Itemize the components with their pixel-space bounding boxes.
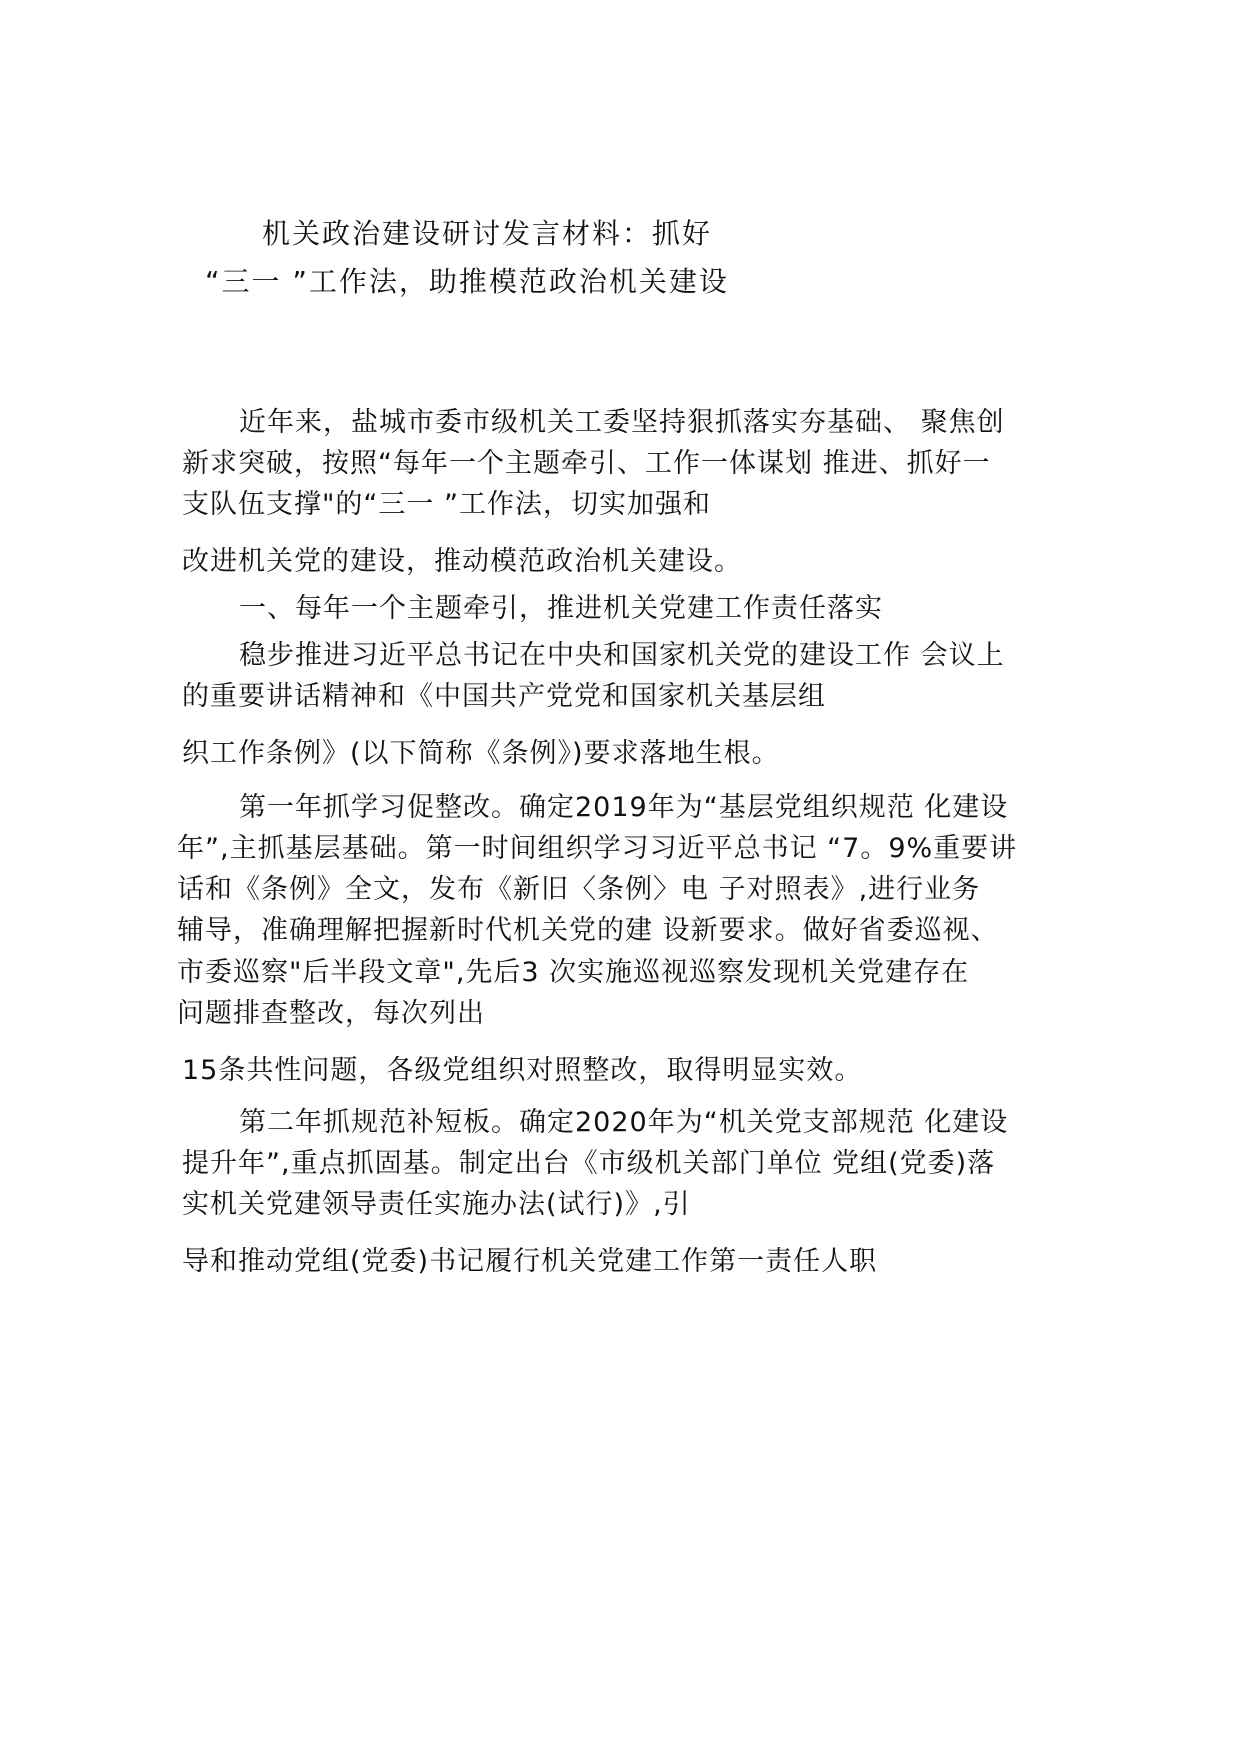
- body-line: 导和推动党组(党委)书记履行机关党建工作第一责任人职: [182, 1246, 878, 1277]
- body-line: 辅导，准确理解把握新时代机关党的建 设新要求。做好省委巡视、: [177, 915, 999, 946]
- body-line: 15条共性问题，各级党组织对照整改，取得明显实效。: [182, 1055, 863, 1086]
- body-line: 市委巡察"后半段文章",先后3 次实施巡视巡察发现机关党建存在: [177, 957, 970, 988]
- document-title-line-1: 机关政治建设研讨发言材料：抓好: [262, 217, 713, 250]
- body-line: 实机关党建领导责任实施办法(试行)》,引: [182, 1189, 691, 1220]
- body-line: 提升年”,重点抓固基。制定出台《市级机关部门单位 党组(党委)落: [182, 1148, 996, 1179]
- body-line: 改进机关党的建设，推动模范政治机关建设。: [182, 546, 742, 577]
- body-line: 支队伍支撑"的“三一 ”工作法，切实加强和: [182, 489, 711, 520]
- document-title-line-2: “三一 ”工作法，助推模范政治机关建设: [205, 265, 729, 298]
- section-heading: 一、每年一个主题牵引，推进机关党建工作责任落实: [239, 593, 883, 624]
- body-line: 新求突破，按照“每年一个主题牵引、工作一体谋划 推进、抓好一: [182, 448, 991, 479]
- body-line: 近年来，盐城市委市级机关工委坚持狠抓落实夯基础、 聚焦创: [239, 407, 1005, 438]
- body-line: 话和《条例》全文，发布《新旧〈条例〉电 子对照表》,进行业务: [177, 874, 981, 905]
- body-line: 的重要讲话精神和《中国共产党党和国家机关基层组: [182, 681, 826, 712]
- body-line: 第一年抓学习促整改。确定2019年为“基层党组织规范 化建设: [239, 792, 1009, 823]
- body-line: 第二年抓规范补短板。确定2020年为“机关党支部规范 化建设: [239, 1107, 1009, 1138]
- body-line: 织工作条例》(以下简称《条例》)要求落地生根。: [182, 738, 780, 769]
- body-line: 稳步推进习近平总书记在中央和国家机关党的建设工作 会议上: [239, 640, 1005, 671]
- body-line: 年”,主抓基层基础。第一时间组织学习习近平总书记 “7。9%重要讲: [177, 833, 1018, 864]
- body-line: 问题排查整改，每次列出: [177, 998, 485, 1029]
